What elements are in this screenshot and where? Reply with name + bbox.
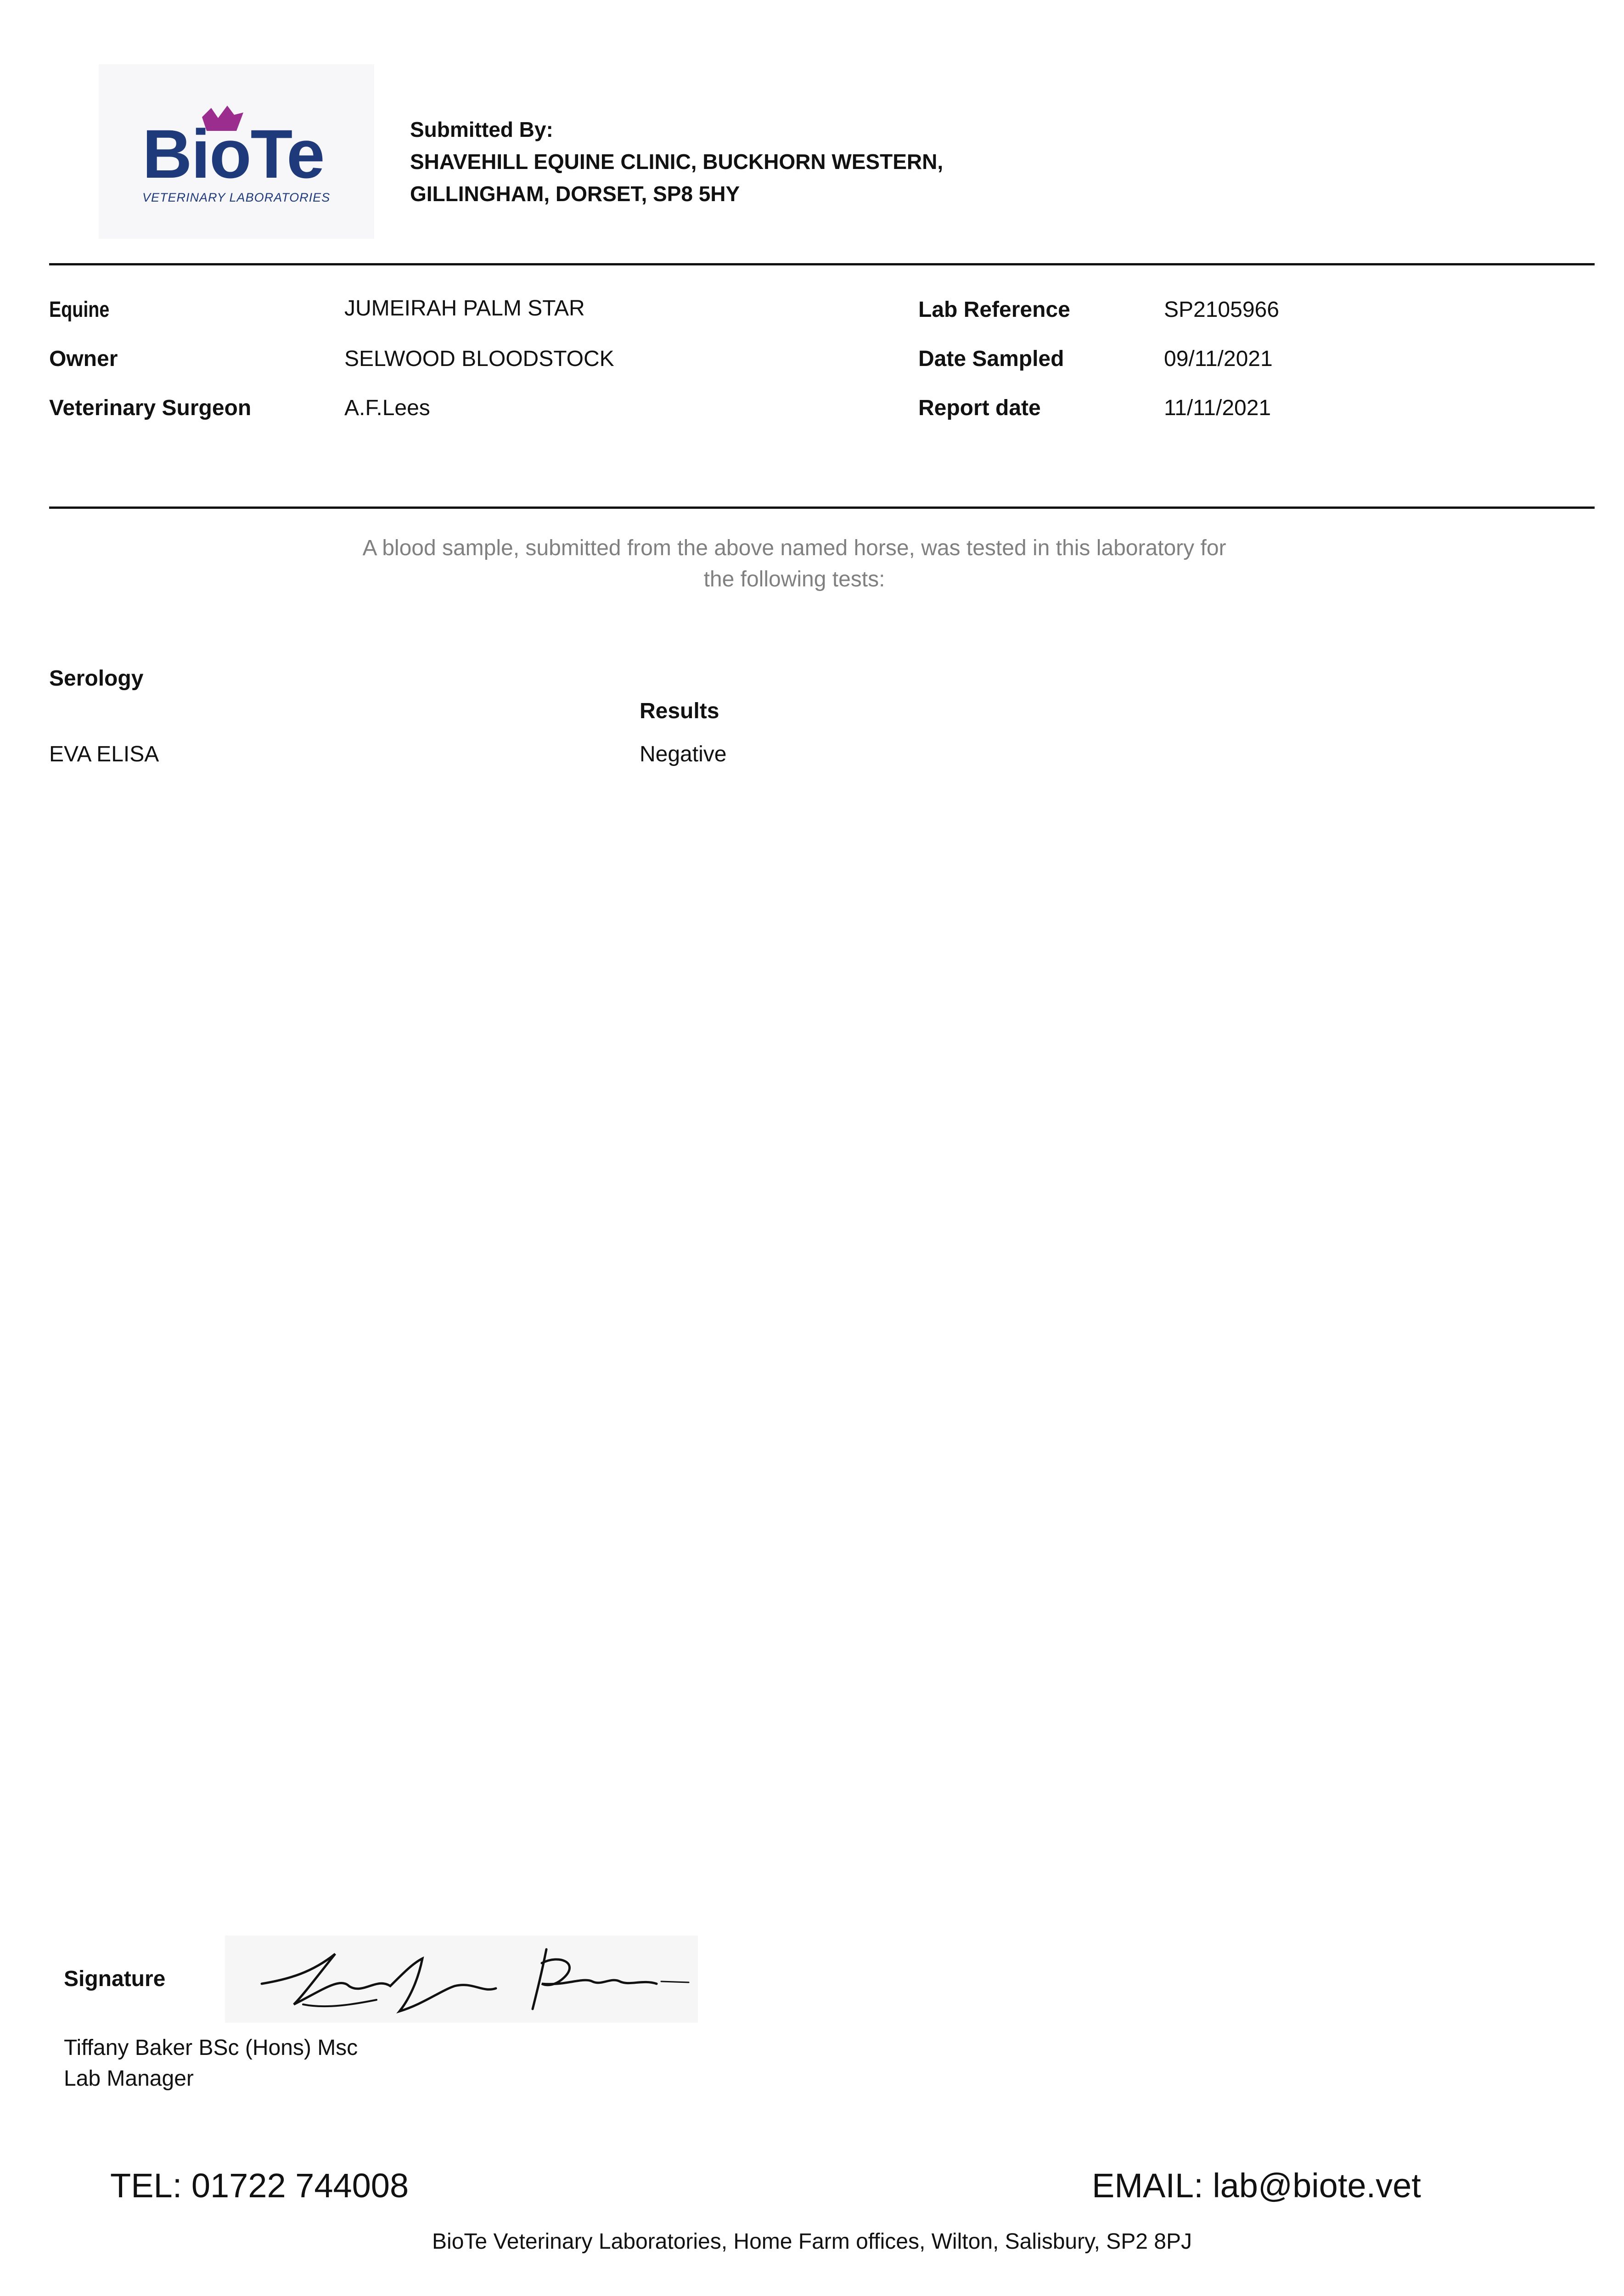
vet-surgeon-value: A.F.Lees xyxy=(344,396,430,420)
logo-subtitle: VETERINARY LABORATORIES xyxy=(142,191,331,204)
submitted-by-line1: SHAVEHILL EQUINE CLINIC, BUCKHORN WESTERN, xyxy=(410,150,944,174)
submitted-by-heading: Submitted By: xyxy=(410,118,553,141)
results-header: Results xyxy=(640,699,719,723)
details-divider xyxy=(49,506,1595,509)
submitted-by-line2: GILLINGHAM, DORSET, SP8 5HY xyxy=(410,182,740,206)
report-date-label: Report date xyxy=(918,396,1041,420)
owner-value: SELWOOD BLOODSTOCK xyxy=(344,347,614,371)
signature-label: Signature xyxy=(64,1967,166,1991)
serology-section-title: Serology xyxy=(49,666,144,691)
signatory-name: Tiffany Baker BSc (Hons) Msc xyxy=(64,2036,358,2060)
equine-value: JUMEIRAH PALM STAR xyxy=(344,296,585,321)
handwritten-signature-icon xyxy=(225,1936,698,2023)
lab-reference-label: Lab Reference xyxy=(918,298,1070,322)
intro-text xyxy=(248,533,1341,595)
submitted-by-block xyxy=(410,113,943,210)
signature-image xyxy=(225,1936,698,2023)
biote-logo xyxy=(99,64,374,239)
date-sampled-label: Date Sampled xyxy=(918,347,1064,371)
equine-label: Equine xyxy=(49,298,110,322)
signatory-role: Lab Manager xyxy=(64,2066,194,2091)
owner-label: Owner xyxy=(49,347,118,371)
intro-line1: A blood sample, submitted from the above named horse, was tested in this laboratory for xyxy=(362,536,1226,560)
footer-email: EMAIL: lab@biote.vet xyxy=(1092,2167,1421,2205)
header-divider xyxy=(49,263,1595,265)
test-result: Negative xyxy=(640,742,727,766)
test-name: EVA ELISA xyxy=(49,742,159,766)
intro-line2: the following tests: xyxy=(703,567,885,591)
footer-address: BioTe Veterinary Laboratories, Home Farm offices, Wilton, Salisbury, SP2 8PJ xyxy=(432,2229,1192,2254)
report-date-value: 11/11/2021 xyxy=(1164,396,1271,420)
lab-reference-value: SP2105966 xyxy=(1164,298,1279,322)
footer-telephone: TEL: 01722 744008 xyxy=(110,2167,409,2205)
date-sampled-value: 09/11/2021 xyxy=(1164,347,1273,371)
vet-surgeon-label: Veterinary Surgeon xyxy=(49,396,252,420)
logo-wordmark: BioTe xyxy=(142,115,324,192)
